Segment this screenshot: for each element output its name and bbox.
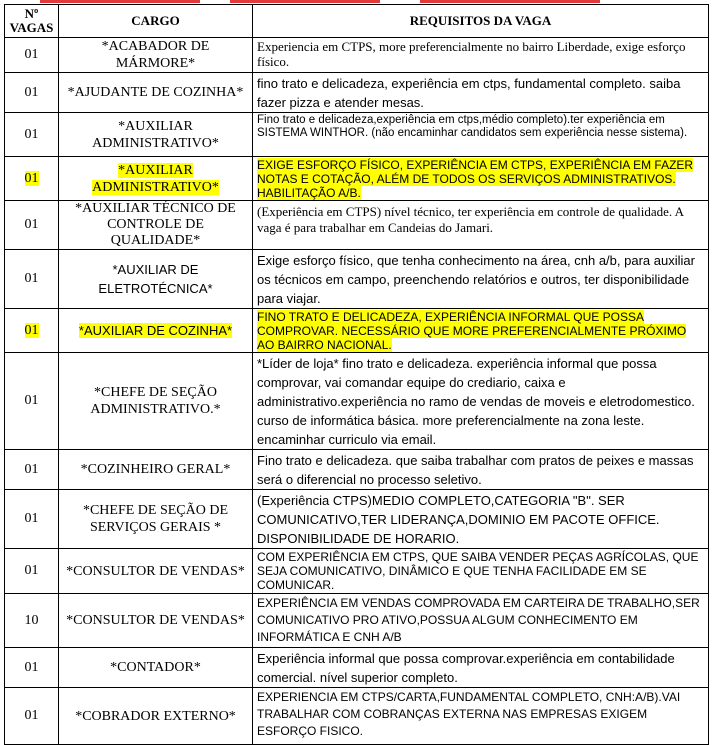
requisitos-cell xyxy=(253,157,709,201)
requisitos-cell: EXPERIENCIA EM CTPS/CARTA,FUNDAMENTAL COMPLETO, CNH:A/B).VAI TRABALHAR COM COBRANÇAS EXTERNA NAS EMPRESAS EXIGEM ESFORÇO FISICO. xyxy=(253,688,709,745)
table-row xyxy=(5,594,709,648)
vagas-cell: 01 xyxy=(5,549,59,594)
cargo-cell xyxy=(59,309,253,353)
requisitos-cell: (Experiência em CTPS) nível técnico, ter experiência em controle de qualidade. A vaga é para trabalhar em Candeias do Jamari. xyxy=(253,201,709,250)
cargo-cell: *ACABADOR DE MÁRMORE* xyxy=(59,38,253,73)
vagas-cell: 10 xyxy=(5,594,59,648)
requisitos-highlight: FINO TRATO E DELICADEZA, EXPERIÊNCIA INFORMAL QUE POSSA COMPROVAR. NECESSÁRIO QUE MORE PREFERENCIALMENTE PRÓXIMO AO BAIRRO NACIONAL. xyxy=(257,310,687,352)
vagas-cell: 01 xyxy=(5,688,59,745)
requisitos-cell: COM EXPERIÊNCIA EM CTPS, QUE SAIBA VENDER PEÇAS AGRÍCOLAS, QUE SEJA COMUNICATIVO, DINÂMICO E QUE TENHA FACILIDADE EM SE COMUNICAR. xyxy=(253,549,709,594)
cargo-highlight: *AUXILIAR DE COZINHA* xyxy=(78,323,233,338)
vagas-cell: 01 xyxy=(5,490,59,549)
cargo-cell: *CHEFE DE SEÇÃO ADMINISTRATIVO.* xyxy=(59,353,253,450)
vagas-highlight: 01 xyxy=(24,170,39,186)
cargo-cell: *COZINHEIRO GERAL* xyxy=(59,450,253,490)
requisitos-cell: Exige esforço físico, que tenha conhecimento na área, cnh a/b, para auxiliar os técnicos em campo, preenchendo relatórios e outros, ter disponibilidade para viajar. xyxy=(253,250,709,309)
vagas-cell: 01 xyxy=(5,250,59,309)
job-vacancies-table xyxy=(4,4,709,745)
cargo-cell: *CHEFE DE SEÇÃO DE SERVIÇOS GERAIS * xyxy=(59,490,253,549)
vagas-cell: 01 xyxy=(5,648,59,688)
vagas-cell xyxy=(5,309,59,353)
table-row xyxy=(5,113,709,157)
vagas-highlight: 01 xyxy=(24,322,39,338)
cargo-cell: *COBRADOR EXTERNO* xyxy=(59,688,253,745)
vagas-cell xyxy=(5,157,59,201)
cargo-cell: *CONTADOR* xyxy=(59,648,253,688)
vagas-cell: 01 xyxy=(5,353,59,450)
requisitos-cell: Experiência informal que possa comprovar.experiência em contabilidade comercial. nível superior completo. xyxy=(253,648,709,688)
requisitos-cell: (Experiência CTPS)MEDIO COMPLETO,CATEGORIA "B". SER COMUNICATIVO,TER LIDERANÇA,DOMINIO EM PACOTE OFFICE. DISPONIBILIDADE DE HORARIO. xyxy=(253,490,709,549)
table-row xyxy=(5,38,709,73)
requisitos-cell: Fino trato e delicadeza. que saiba trabalhar com pratos de peixes e massas será o diferencial no processo seletivo. xyxy=(253,450,709,490)
vagas-cell: 01 xyxy=(5,113,59,157)
table-row-highlighted xyxy=(5,309,709,353)
vagas-cell: 01 xyxy=(5,450,59,490)
requisitos-cell: *Líder de loja* fino trato e delicadeza. experiência informal que possa comprovar, vai comandar equipe do crediario, caixa e administrativo.experiência no ramo de vendas de moveis e eletrodomestico. curso de informática básica. more preferencialmente na zona leste. encaminhar curriculo via email. xyxy=(253,353,709,450)
cargo-cell: *AJUDANTE DE COZINHA* xyxy=(59,73,253,113)
cargo-cell: *AUXILIAR ADMINISTRATIVO* xyxy=(59,113,253,157)
cargo-cell: *AUXILIAR TÉCNICO DE CONTROLE DE QUALIDADE* xyxy=(59,201,253,250)
requisitos-cell xyxy=(253,309,709,353)
table-row xyxy=(5,648,709,688)
vagas-cell: 01 xyxy=(5,73,59,113)
table-row xyxy=(5,201,709,250)
vagas-cell: 01 xyxy=(5,201,59,250)
cargo-highlight: *AUXILIAR ADMINISTRATIVO* xyxy=(92,162,219,195)
table-row xyxy=(5,450,709,490)
table-row xyxy=(5,490,709,549)
table-row xyxy=(5,73,709,113)
table-row-highlighted xyxy=(5,157,709,201)
table-row xyxy=(5,688,709,745)
table-row xyxy=(5,549,709,594)
requisitos-cell: EXPERIÊNCIA EM VENDAS COMPROVADA EM CARTEIRA DE TRABALHO,SER COMUNICATIVO PRO ATIVO,POSSUA ALGUM CONHECIMENTO EM INFORMÁTICA E CNH A/B xyxy=(253,594,709,648)
vagas-cell: 01 xyxy=(5,38,59,73)
requisitos-cell: Experiencia em CTPS, more preferencialmente no bairro Liberdade, exige esforço físico. xyxy=(253,38,709,73)
requisitos-cell: fino trato e delicadeza, experiência em ctps, fundamental completo. saiba fazer pizza e atender mesas. xyxy=(253,73,709,113)
table-row xyxy=(5,353,709,450)
cargo-cell: *CONSULTOR DE VENDAS* xyxy=(59,549,253,594)
header-requisitos: REQUISITOS DA VAGA xyxy=(253,5,709,38)
header-vagas: Nº VAGAS xyxy=(5,5,59,38)
header-cargo: CARGO xyxy=(59,5,253,38)
requisitos-highlight: EXIGE ESFORÇO FÍSICO, EXPERIÊNCIA EM CTPS, EXPERIÊNCIA EM FAZER NOTAS E COTAÇÃO, ALÉM DE TODOS OS SERVIÇOS ADMINISTRATIVOS. HABILITAÇÃO A/B. xyxy=(257,158,694,200)
table-header-row xyxy=(5,5,709,38)
requisitos-cell: Fino trato e delicadeza,experiência em ctps,médio completo).ter experiência em SISTEMA WINTHOR. (não encaminhar candidatos sem experiência nesse sistema). xyxy=(253,113,709,157)
cargo-cell: *CONSULTOR DE VENDAS* xyxy=(59,594,253,648)
table-row xyxy=(5,250,709,309)
cargo-cell: *AUXILIAR DE ELETROTÉCNICA* xyxy=(59,250,253,309)
cargo-cell xyxy=(59,157,253,201)
